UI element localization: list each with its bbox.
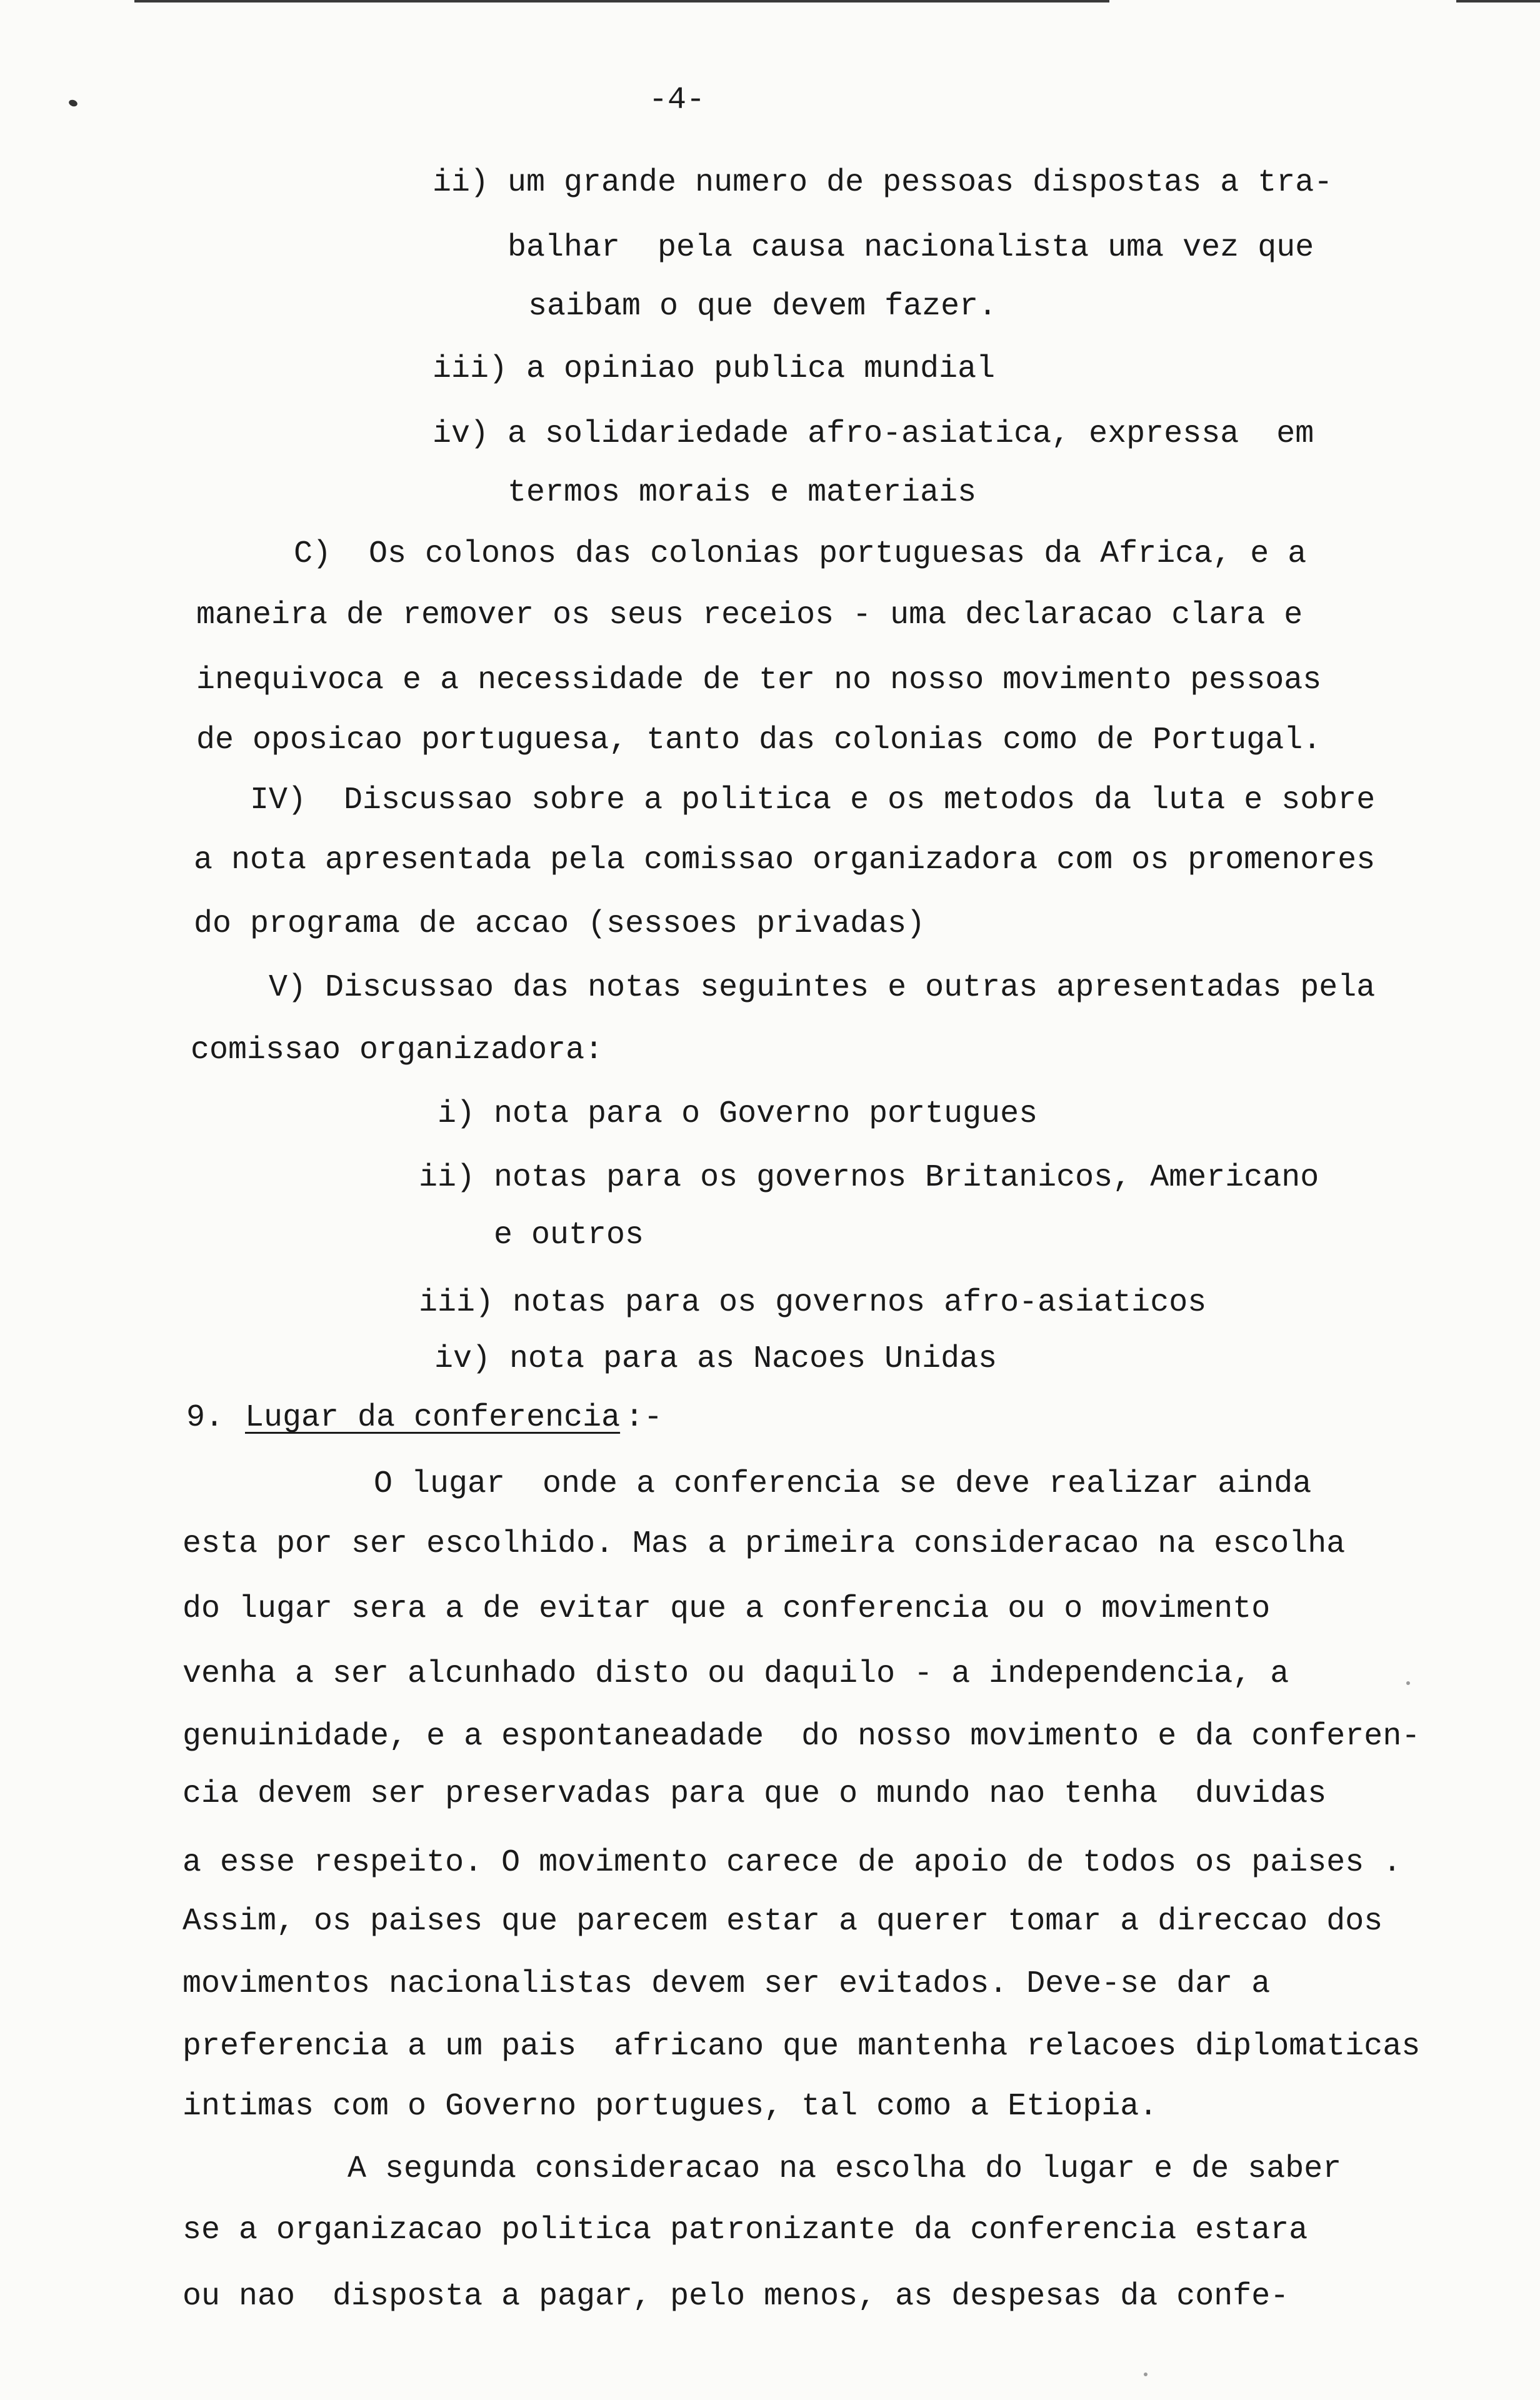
- text-line: termos morais e materiais: [508, 475, 977, 511]
- paper-speck: [1144, 2372, 1148, 2376]
- text-line: cia devem ser preservadas para que o mundo nao tenha duvidas: [182, 1776, 1327, 1812]
- text-line: iii) a opiniao publica mundial: [432, 351, 996, 387]
- text-line: comissao organizadora:: [191, 1032, 604, 1068]
- text-line: Assim, os paises que parecem estar a querer tomar a direccao dos: [182, 1904, 1383, 1939]
- text-line: maneira de remover os seus receios - uma declaracao clara e: [196, 598, 1303, 633]
- text-line: A segunda consideracao na escolha do lugar e de saber: [348, 2151, 1342, 2187]
- page-number: -4-: [649, 82, 706, 118]
- text-line: O lugar onde a conferencia se deve realizar ainda: [374, 1466, 1312, 1502]
- text-line: se a organizacao politica patronizante da conferencia estara: [182, 2212, 1308, 2248]
- text-line: e outros: [494, 1218, 644, 1253]
- text-line: genuinidade, e a espontaneadade do nosso movimento e da conferen-: [182, 1719, 1421, 1754]
- text-line: intimas com o Governo portugues, tal como a Etiopia.: [182, 2089, 1158, 2124]
- text-line: ii) um grande numero de pessoas dispostas a tra-: [432, 165, 1333, 201]
- text-line: preferencia a um pais africano que mantenha relacoes diplomaticas: [182, 2029, 1421, 2064]
- text-line: saibam o que devem fazer.: [528, 289, 998, 324]
- text-line: iv) a solidariedade afro-asiatica, expressa em: [432, 416, 1314, 452]
- section-heading: Lugar da conferencia: [245, 1400, 621, 1436]
- text-line: de oposicao portuguesa, tanto das colonias como de Portugal.: [196, 722, 1322, 758]
- text-line: IV) Discussao sobre a politica e os metodos da luta e sobre: [250, 782, 1376, 818]
- text-line: i) nota para o Governo portugues: [438, 1096, 1038, 1132]
- top-edge-rule-right: [1456, 0, 1540, 2]
- text-line: venha a ser alcunhado disto ou daquilo - a independencia, a: [182, 1656, 1289, 1692]
- ink-mark: [68, 99, 79, 108]
- paper-speck: [1406, 1681, 1410, 1685]
- text-line: movimentos nacionalistas devem ser evitados. Deve-se dar a: [182, 1966, 1271, 2002]
- text-line: V) Discussao das notas seguintes e outras apresentadas pela: [269, 970, 1376, 1006]
- text-line: a nota apresentada pela comissao organizadora com os promenores: [194, 842, 1376, 878]
- text-line: esta por ser escolhido. Mas a primeira consideracao na escolha: [182, 1526, 1346, 1562]
- section-number: 9.: [186, 1400, 224, 1436]
- text-line: balhar pela causa nacionalista uma vez que: [508, 230, 1314, 266]
- text-line: C) Os colonos das colonias portuguesas da Africa, e a: [294, 536, 1307, 572]
- text-line: iv) nota para as Nacoes Unidas: [434, 1341, 998, 1377]
- text-line: a esse respeito. O movimento carece de apoio de todos os paises .: [182, 1845, 1402, 1881]
- text-line: inequivoca e a necessidade de ter no nosso movimento pessoas: [196, 662, 1322, 698]
- text-line: do lugar sera a de evitar que a conferencia ou o movimento: [182, 1591, 1271, 1627]
- text-line: ii) notas para os governos Britanicos, Americano: [419, 1160, 1319, 1196]
- top-edge-rule: [134, 0, 1109, 2]
- text-line: iii) notas para os governos afro-asiaticos: [419, 1285, 1207, 1321]
- text-line: do programa de accao (sessoes privadas): [194, 906, 926, 942]
- section-heading-suffix: :-: [625, 1400, 663, 1436]
- text-line: ou nao disposta a pagar, pelo menos, as despesas da confe-: [182, 2279, 1289, 2314]
